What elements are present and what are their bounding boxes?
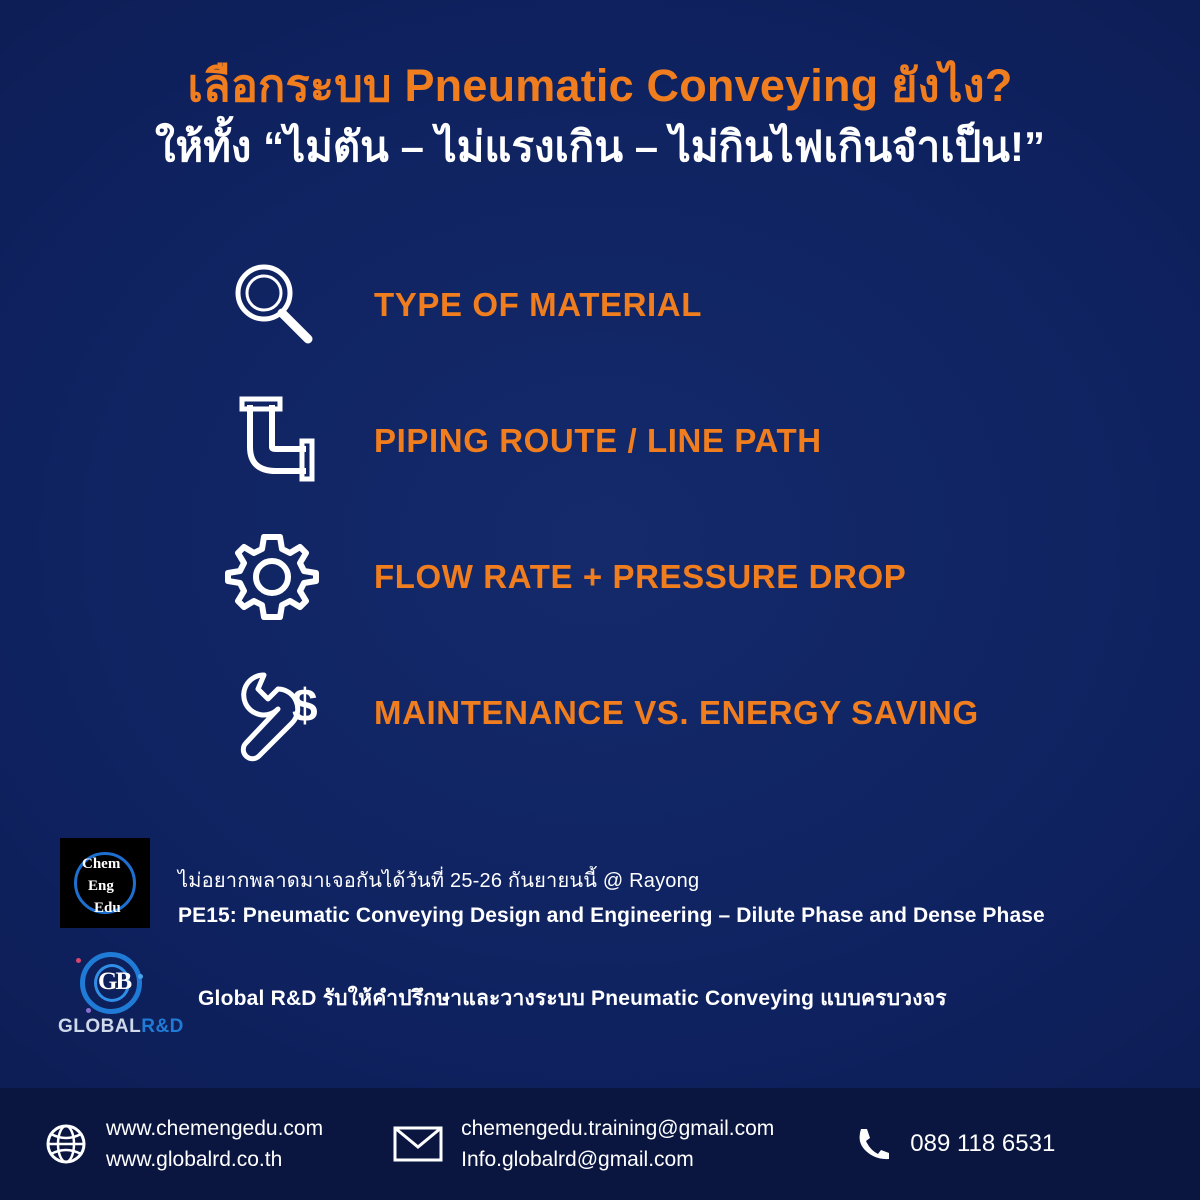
headline-line-2: ให้ทั้ง “ไม่ตัน – ไม่แรงเกิน – ไม่กินไฟเกินจำเป็น!”	[155, 123, 1045, 171]
logo-line-2: Eng	[88, 877, 114, 894]
global-rd-monogram: GB	[98, 968, 131, 995]
feature-item-flow-rate-pressure-drop	[212, 509, 1200, 645]
feature-item-maintenance-vs-energy-saving	[212, 645, 1200, 781]
feature-label: FLOW RATE + PRESSURE DROP	[374, 557, 907, 595]
logo-line-3: Edu	[94, 899, 121, 916]
global-rd-logo	[50, 950, 184, 1046]
event-course-title: PE15: Pneumatic Conveying Design and Engineering – Dilute Phase and Dense Phase	[178, 904, 1045, 927]
wordmark-global: GLOBAL	[58, 1016, 142, 1037]
magnifier-icon	[212, 253, 332, 357]
footer-website-2[interactable]: www.globalrd.co.th	[106, 1148, 283, 1171]
feature-label: TYPE OF MATERIAL	[374, 285, 702, 323]
footer-phone	[852, 1124, 1055, 1164]
feature-item-piping-route	[212, 373, 1200, 509]
global-rd-text: Global R&D รับให้คำปรึกษาและวางระบบ Pneumatic Conveying แบบครบวงจร	[198, 986, 947, 1010]
headline-line-1: เลือกระบบ Pneumatic Conveying ยังไง?	[187, 60, 1013, 111]
globe-icon	[44, 1122, 88, 1166]
wrench-dollar-icon	[212, 661, 332, 765]
global-rd-block	[50, 950, 1160, 1046]
phone-icon	[852, 1124, 892, 1164]
footer-email-2[interactable]: Info.globalrd@gmail.com	[461, 1148, 694, 1171]
event-text	[150, 838, 1045, 928]
svg-text:$: $	[292, 678, 318, 731]
footer-email-lines	[461, 1113, 774, 1176]
footer-websites	[44, 1113, 323, 1176]
gear-icon	[212, 525, 332, 629]
footer-website-1[interactable]: www.chemengedu.com	[106, 1116, 324, 1140]
feature-label: MAINTENANCE VS. ENERGY SAVING	[374, 693, 979, 731]
spark-dot-3	[86, 1008, 91, 1013]
feature-list	[0, 237, 1200, 781]
footer-emails	[393, 1113, 774, 1176]
spark-dot-1	[76, 958, 81, 963]
event-block	[60, 838, 1160, 928]
chemengedu-logo-text	[60, 838, 150, 928]
footer-phone-number[interactable]: 089 118 6531	[910, 1130, 1056, 1157]
footer-email-1[interactable]: chemengedu.training@gmail.com	[461, 1116, 775, 1140]
envelope-icon	[393, 1124, 443, 1164]
wordmark-rd: R&D	[141, 1016, 184, 1037]
logo-line-1: Chem	[82, 856, 121, 872]
elbow-pipe-icon	[212, 389, 332, 493]
headline-block	[0, 0, 1200, 175]
feature-item-type-of-material	[212, 237, 1200, 373]
feature-label: PIPING ROUTE / LINE PATH	[374, 421, 822, 459]
global-rd-wordmark	[58, 1016, 184, 1038]
footer-bar	[0, 1088, 1200, 1200]
event-date-line: ไม่อยากพลาดมาเจอกันได้วันที่ 25-26 กันยายนนี้ @ Rayong	[178, 870, 700, 892]
spark-dot-2	[138, 974, 143, 979]
footer-website-lines	[106, 1113, 323, 1176]
chemengedu-logo	[60, 838, 150, 928]
